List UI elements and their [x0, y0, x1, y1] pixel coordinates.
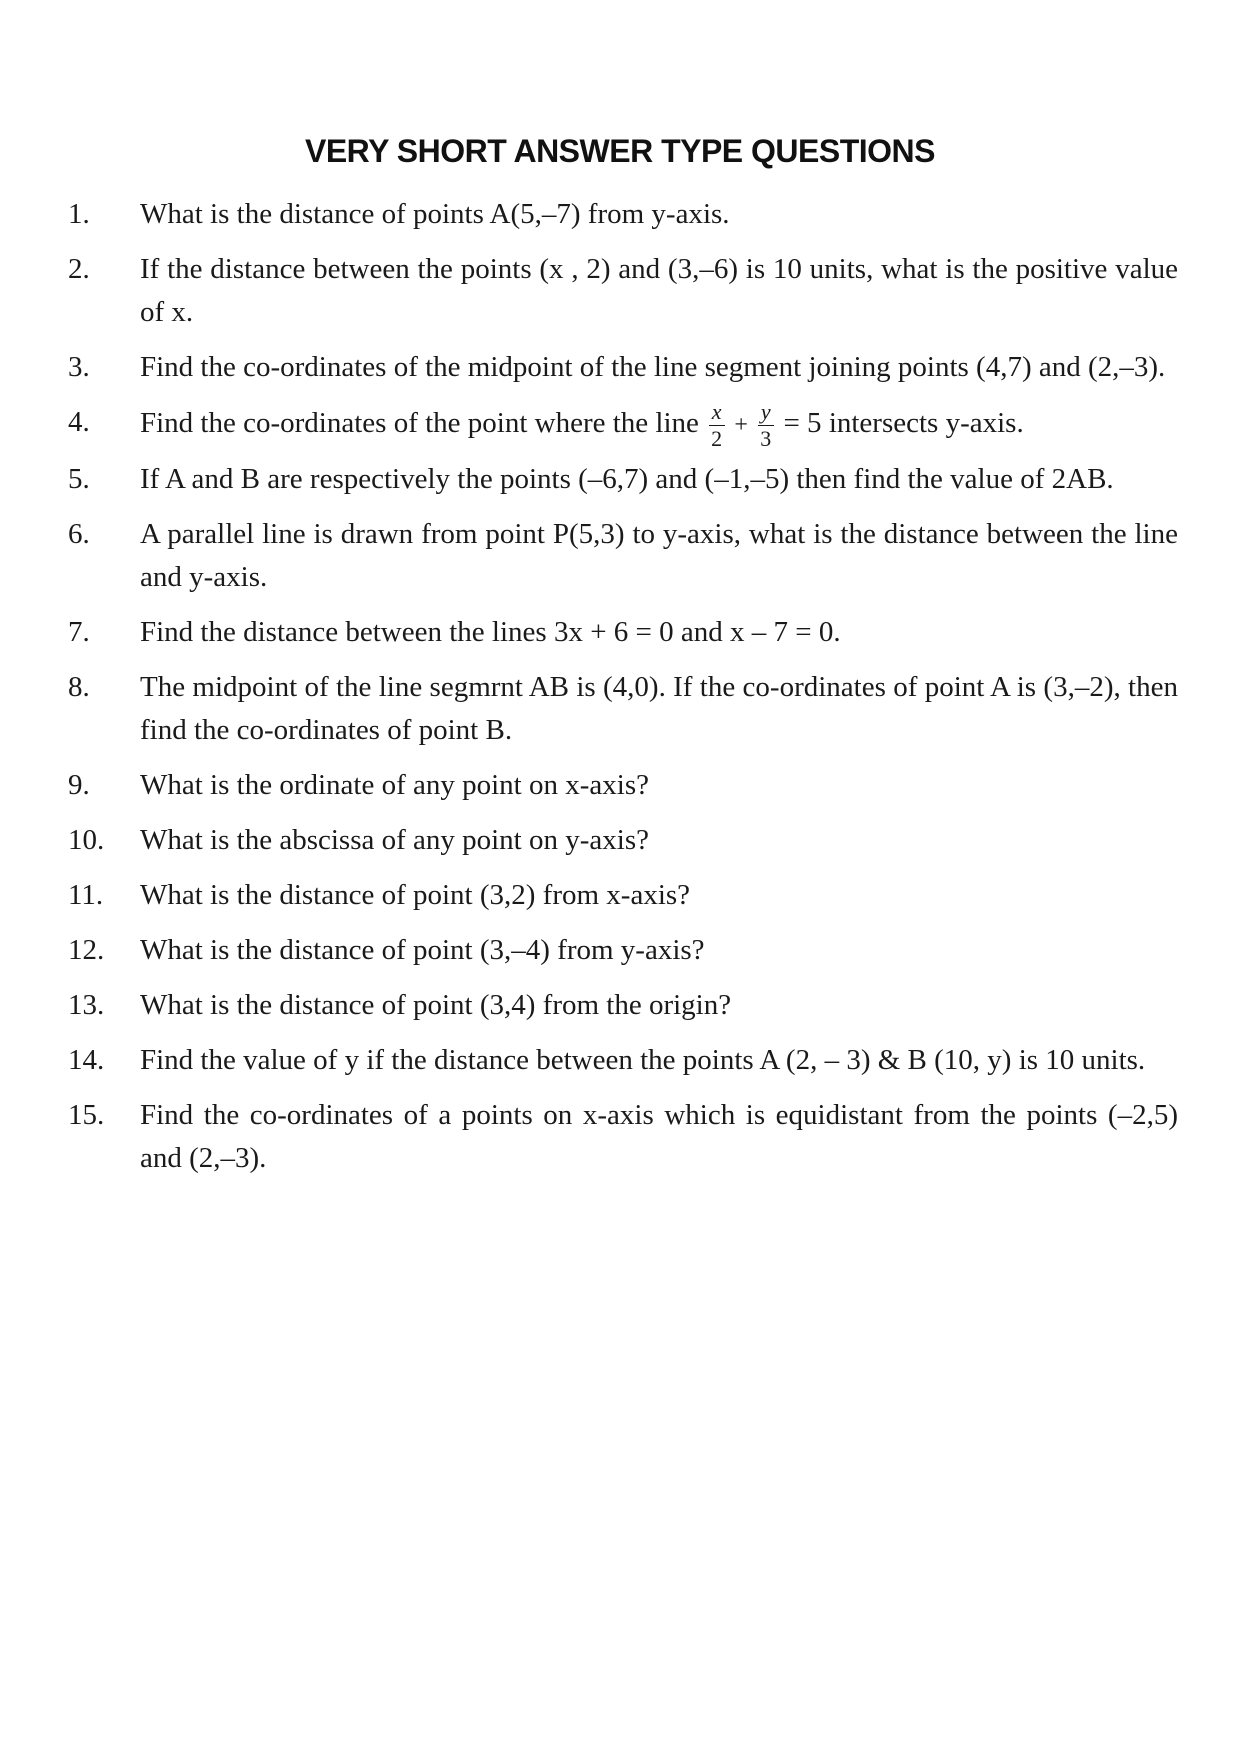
question-text: What is the distance of points A(5,–7) from y-axis.	[140, 198, 730, 230]
equation-rhs: = 5	[783, 407, 822, 440]
question-text: If A and B are respectively the points (–6,7) and (–1,–5) then find the value of 2AB.	[140, 463, 1114, 495]
question-item	[68, 929, 1178, 972]
question-text: A parallel line is drawn from point P(5,3) to y-axis, what is the distance between the line and y-axis.	[140, 518, 1178, 593]
question-text: Find the value of y if the distance between the points A (2, – 3) & B (10, y) is 10 units.	[140, 1044, 1146, 1076]
question-text-after: intersects y-axis.	[828, 407, 1024, 440]
section-heading: VERY SHORT ANSWER TYPE QUESTIONS	[304, 133, 935, 169]
question-text: What is the distance of point (3,2) from x-axis?	[140, 879, 691, 911]
question-text: The midpoint of the line segmrnt AB is (4,0). If the co-ordinates of point A is (3,–2), then find the co-ordinates of point B.	[140, 671, 1178, 746]
question-number: 8.	[68, 671, 90, 703]
question-item	[68, 346, 1178, 389]
question-item	[68, 874, 1178, 917]
question-number: 10.	[68, 824, 105, 856]
question-text: If the distance between the points (x , 2) and (3,–6) is 10 units, what is the positive value of x.	[140, 253, 1178, 328]
question-number: 3.	[68, 351, 90, 383]
question-number: 14.	[68, 1044, 105, 1076]
question-text: What is the ordinate of any point on x-axis?	[140, 769, 649, 801]
question-number: 6.	[68, 518, 90, 550]
question-number: 5.	[68, 463, 90, 495]
question-number: 1.	[68, 198, 90, 230]
fraction-x-over-2	[708, 401, 725, 450]
question-number: 4.	[68, 406, 90, 438]
question-item	[68, 819, 1178, 862]
plus-sign: +	[734, 412, 748, 438]
question-text: Find the distance between the lines 3x + 6 = 0 and x – 7 = 0.	[140, 616, 841, 648]
fraction-numerator: y	[758, 401, 774, 426]
question-item	[68, 513, 1178, 599]
question-item	[68, 984, 1178, 1027]
question-number: 2.	[68, 253, 90, 285]
question-item	[68, 1039, 1178, 1082]
question-text-before: Find the co-ordinates of the point where the line	[140, 407, 699, 440]
fraction-y-over-3	[757, 401, 774, 450]
question-text: What is the distance of point (3,4) from the origin?	[140, 989, 732, 1021]
fraction-denominator: 3	[760, 426, 772, 451]
question-number: 13.	[68, 989, 105, 1021]
question-number: 7.	[68, 616, 90, 648]
question-text: What is the abscissa of any point on y-axis?	[140, 824, 649, 856]
fraction-denominator: 2	[711, 426, 723, 451]
question-text: What is the distance of point (3,–4) from y-axis?	[140, 934, 705, 966]
question-item	[68, 666, 1178, 752]
question-list	[68, 193, 1178, 1192]
question-item	[68, 401, 1178, 450]
question-item	[68, 248, 1178, 334]
fraction-numerator: x	[709, 401, 725, 426]
question-text	[140, 401, 1178, 450]
question-item	[68, 458, 1178, 501]
question-number: 9.	[68, 769, 90, 801]
question-number: 15.	[68, 1099, 105, 1131]
question-number: 12.	[68, 934, 105, 966]
question-item	[68, 611, 1178, 654]
question-item	[68, 764, 1178, 807]
question-item	[68, 1094, 1178, 1180]
question-text: Find the co-ordinates of the midpoint of the line segment joining points (4,7) and (2,–3).	[140, 351, 1166, 383]
question-item	[68, 193, 1178, 236]
question-text: Find the co-ordinates of a points on x-axis which is equidistant from the points (–2,5) and (2,–3).	[140, 1099, 1178, 1174]
question-number: 11.	[68, 879, 104, 911]
